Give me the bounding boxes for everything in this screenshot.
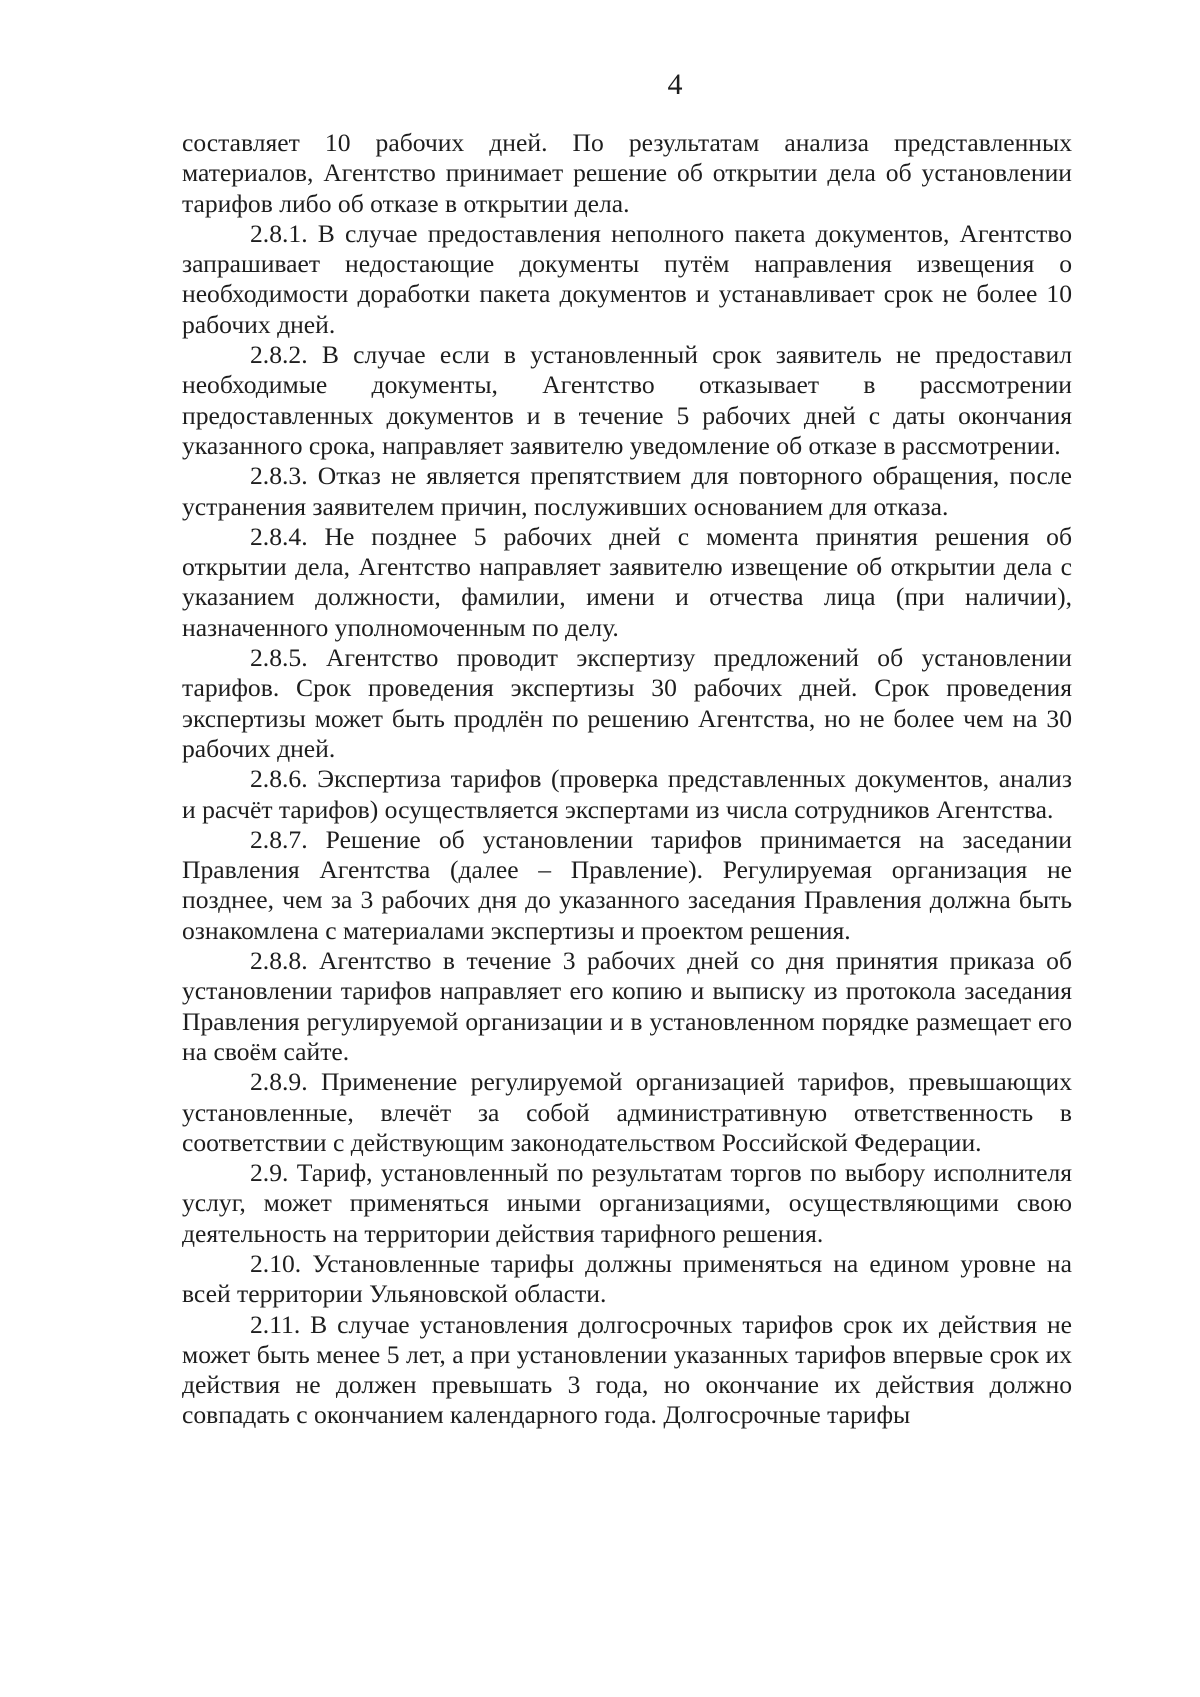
paragraph-continuation: составляет 10 рабочих дней. По результатам анализа представленных материалов, Агентство принимает решение об открытии дела об установлении тарифов либо об отказе в открытии дела. bbox=[182, 128, 1072, 218]
paragraph-2-10: 2.10. Установленные тарифы должны применяться на едином уровне на всей территории Ульяновской области. bbox=[182, 1248, 1072, 1309]
paragraph-2-8-4: 2.8.4. Не позднее 5 рабочих дней с момента принятия решения об открытии дела, Агентство направляет заявителю извещение об открытии дела с указанием должности, фамилии, имени и отчества лица (при наличии), назначенного уполномоченным по делу. bbox=[182, 521, 1072, 642]
paragraph-2-8-1: 2.8.1. В случае предоставления неполного пакета документов, Агентство запрашивает недостающие документы путём направления извещения о необходимости доработки пакета документов и устанавливает срок не более 10 рабочих дней. bbox=[182, 218, 1072, 339]
paragraph-2-8-8: 2.8.8. Агентство в течение 3 рабочих дней со дня принятия приказа об установлении тарифов направляет его копию и выписку из протокола заседания Правления регулируемой организации и в установленном порядке размещает его на своём сайте. bbox=[182, 946, 1072, 1066]
paragraph-2-8-2: 2.8.2. В случае если в установленный срок заявитель не предоставил необходимые документы, Агентство отказывает в рассмотрении предоставленных документов и в течение 5 рабочих дней с даты окончания указанного срока, направляет заявителю уведомление об отказе в рассмотрении. bbox=[182, 340, 1072, 460]
paragraph-2-8-9: 2.8.9. Применение регулируемой организацией тарифов, превышающих установленные, влечёт за собой административную ответственность в соответствии с действующим законодательством Российской Федерации. bbox=[182, 1067, 1072, 1157]
paragraph-2-8-7: 2.8.7. Решение об установлении тарифов принимается на заседании Правления Агентства (далее – Правление). Регулируемая организация не позднее, чем за 3 рабочих дня до указанного заседания Правления должна быть ознакомлена с материалами экспертизы и проектом решения. bbox=[182, 824, 1072, 945]
paragraph-2-8-6: 2.8.6. Экспертиза тарифов (проверка представленных документов, анализ и расчёт тарифов) осуществляется экспертами из числа сотрудников Агентства. bbox=[182, 764, 1072, 824]
paragraph-2-11: 2.11. В случае установления долгосрочных тарифов срок их действия не может быть менее 5 лет, а при установлении указанных тарифов впервые срок их действия не должен превышать 3 года, но окончание их действия должно совпадать с окончанием календарного года. Долгосрочные тарифы bbox=[182, 1309, 1072, 1430]
paragraph-2-8-3: 2.8.3. Отказ не является препятствием для повторного обращения, после устранения заявителем причин, послуживших основанием для отказа. bbox=[182, 461, 1072, 521]
paragraph-2-9: 2.9. Тариф, установленный по результатам торгов по выбору исполнителя услуг, может применяться иными организациями, осуществляющими свою деятельность на территории действия тарифного решения. bbox=[182, 1158, 1072, 1248]
paragraph-2-8-5: 2.8.5. Агентство проводит экспертизу предложений об установлении тарифов. Срок проведения экспертизы 30 рабочих дней. Срок проведения экспертизы может быть продлён по решению Агентства, но не более чем на 30 рабочих дней. bbox=[182, 643, 1072, 763]
document-body bbox=[182, 128, 1072, 1431]
page-number: 4 bbox=[667, 68, 683, 101]
